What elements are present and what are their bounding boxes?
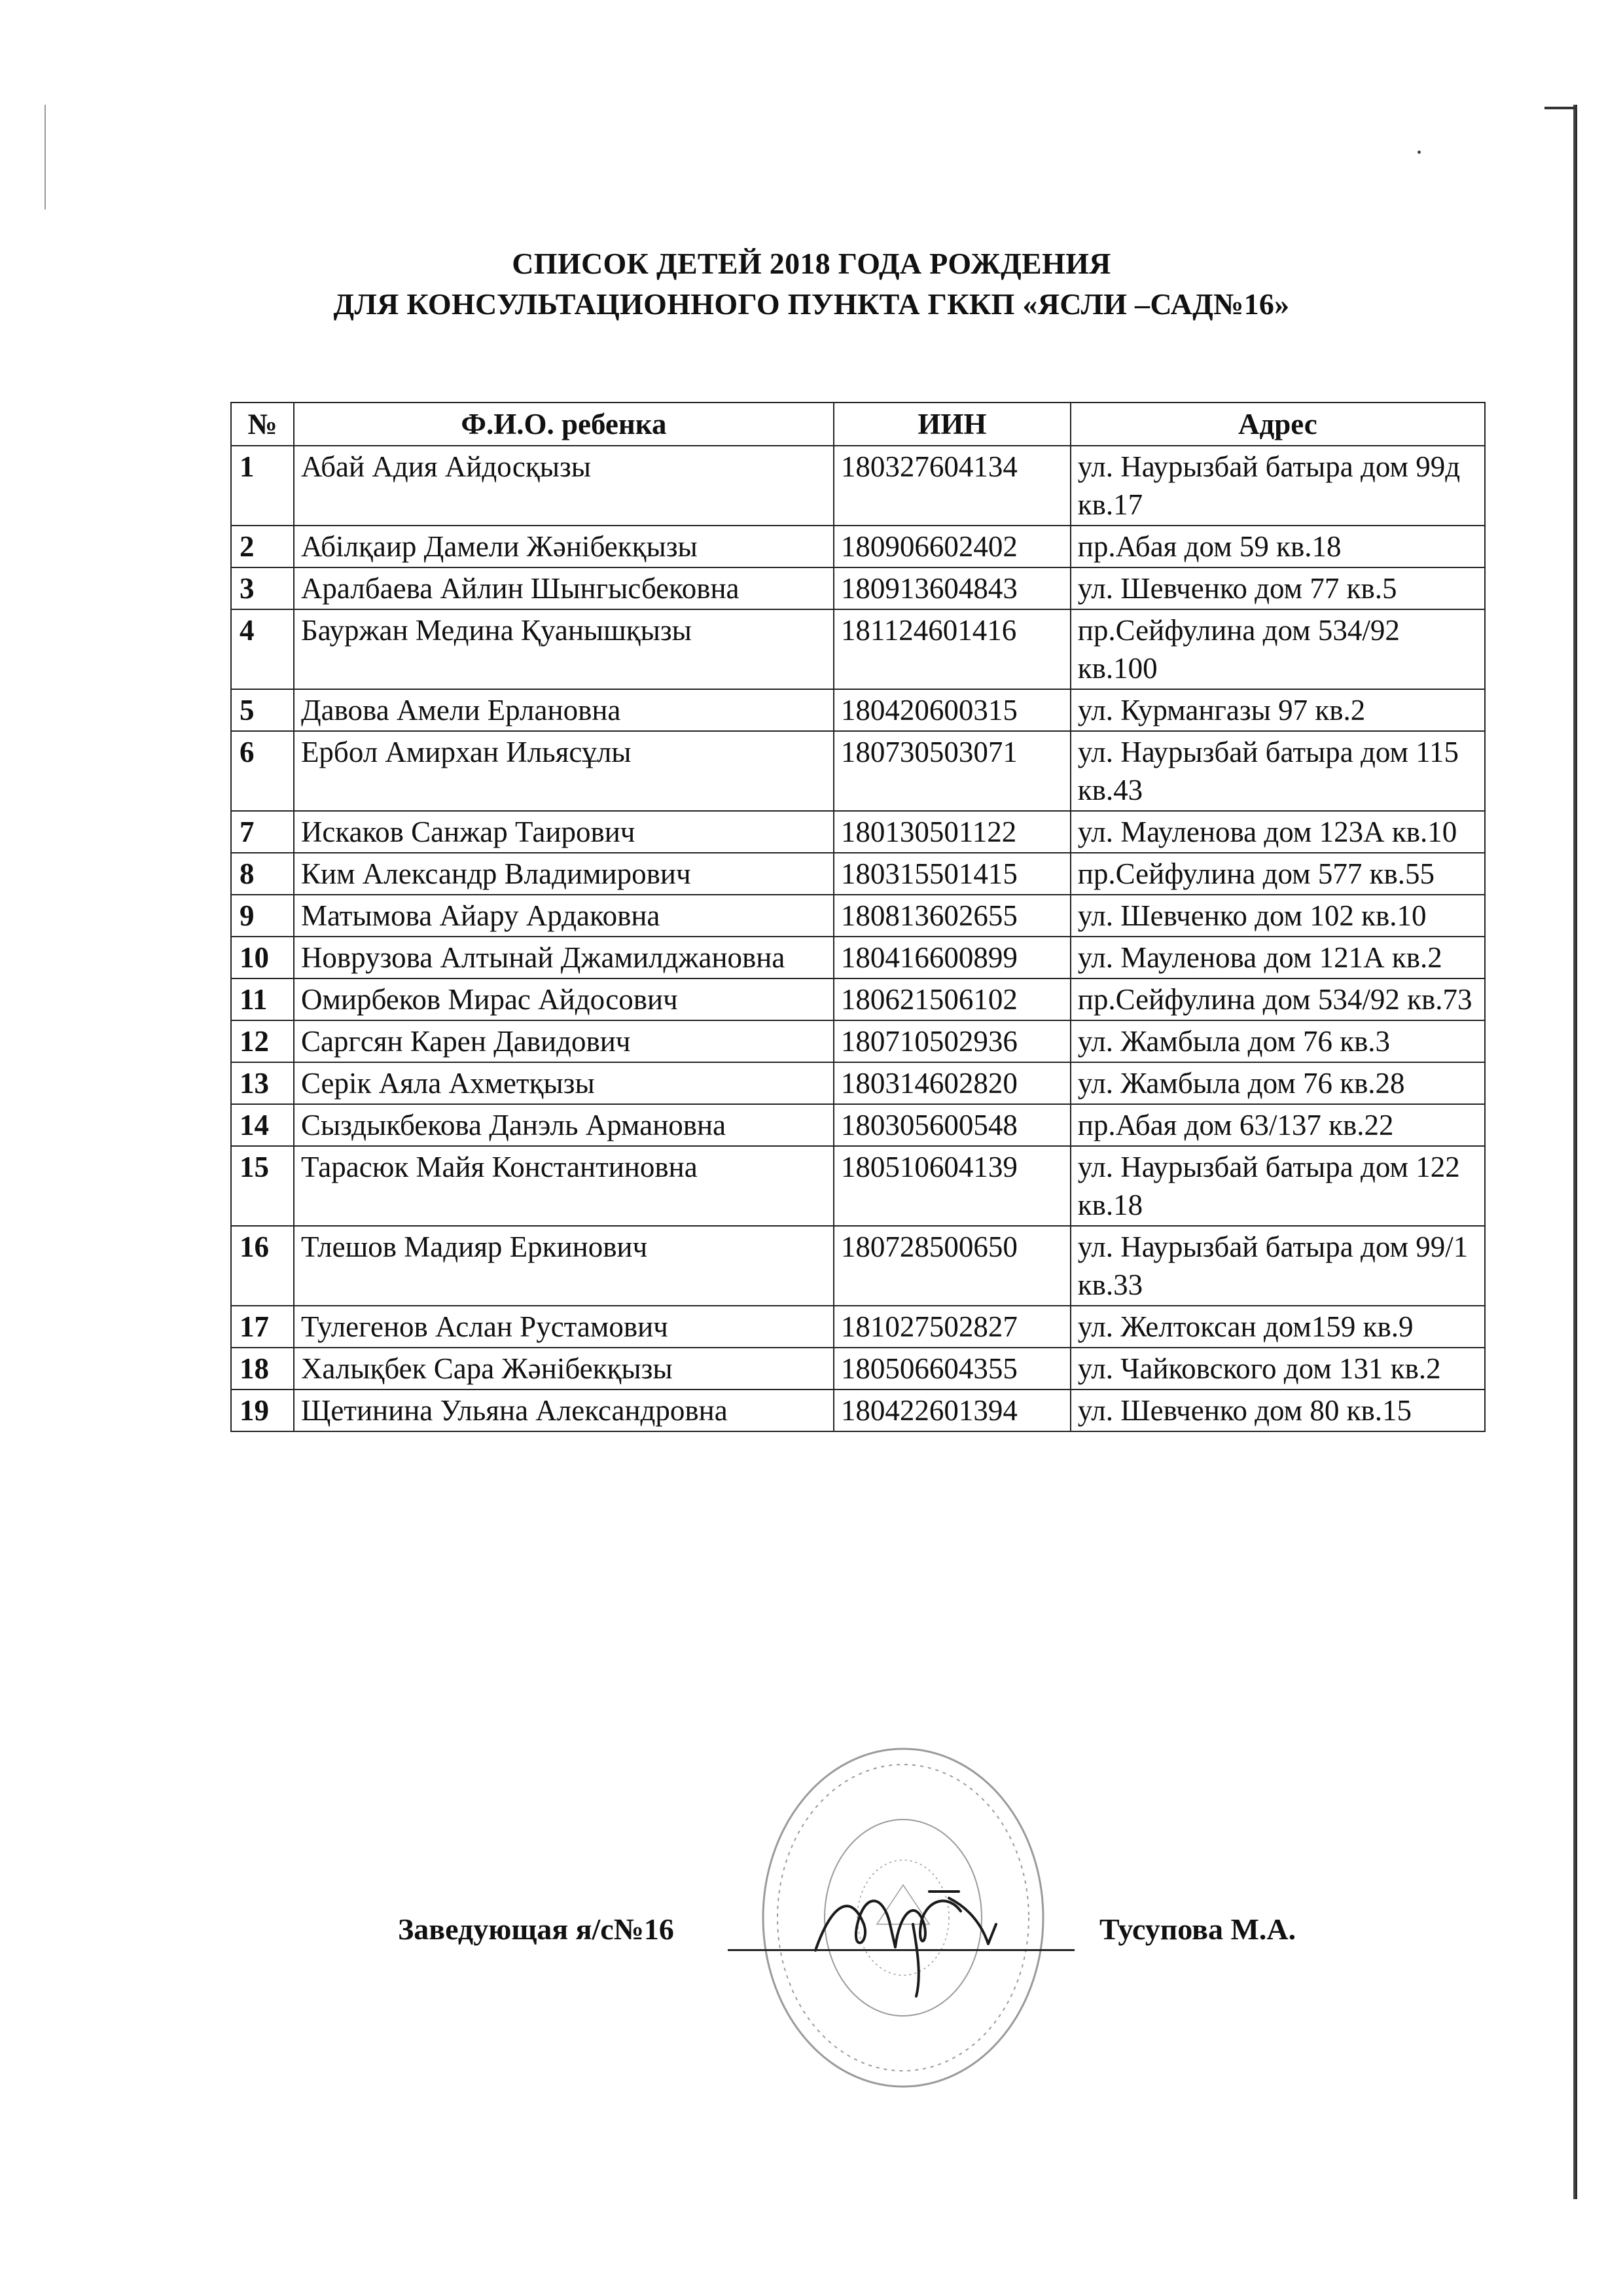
- row-iin: 180420600315: [834, 689, 1071, 731]
- scan-border-left: [45, 105, 46, 209]
- row-iin: 180730503071: [834, 731, 1071, 811]
- table-row: [231, 609, 1485, 689]
- row-num: 15: [231, 1146, 294, 1226]
- row-iin: 180130501122: [834, 811, 1071, 853]
- official-stamp-seal: [753, 1728, 1054, 2094]
- children-table: [230, 402, 1486, 1432]
- table-row: [231, 689, 1485, 731]
- row-num: 1: [231, 446, 294, 526]
- row-address: ул. Жамбыла дом 76 кв.3: [1071, 1020, 1485, 1062]
- row-num: 12: [231, 1020, 294, 1062]
- table-row: [231, 526, 1485, 567]
- header-iin: ИИН: [834, 403, 1071, 446]
- row-num: 14: [231, 1104, 294, 1146]
- row-name: Бауржан Медина Қуанышқызы: [294, 609, 834, 689]
- row-address: пр.Сейфулина дом 577 кв.55: [1071, 853, 1485, 895]
- row-num: 13: [231, 1062, 294, 1104]
- table-row: [231, 446, 1485, 526]
- table-row: [231, 731, 1485, 811]
- row-num: 18: [231, 1348, 294, 1390]
- row-iin: 180728500650: [834, 1226, 1071, 1306]
- table-row: [231, 811, 1485, 853]
- row-name: Тлешов Мадияр Еркинович: [294, 1226, 834, 1306]
- row-name: Искаков Санжар Таирович: [294, 811, 834, 853]
- row-name: Давова Амели Ерлановна: [294, 689, 834, 731]
- row-address: ул. Мауленова дом 121А кв.2: [1071, 937, 1485, 978]
- row-address: ул. Наурызбай батыра дом 99/1 кв.33: [1071, 1226, 1485, 1306]
- row-num: 8: [231, 853, 294, 895]
- row-address: ул. Наурызбай батыра дом 115 кв.43: [1071, 731, 1485, 811]
- row-num: 11: [231, 978, 294, 1020]
- signer-name: Тусупова М.А.: [1099, 1912, 1296, 1946]
- row-num: 17: [231, 1306, 294, 1348]
- row-iin: 180510604139: [834, 1146, 1071, 1226]
- row-address: ул. Шевченко дом 102 кв.10: [1071, 895, 1485, 937]
- row-address: пр.Абая дом 59 кв.18: [1071, 526, 1485, 567]
- row-num: 16: [231, 1226, 294, 1306]
- row-num: 19: [231, 1390, 294, 1431]
- table-row: [231, 1226, 1485, 1306]
- row-address: ул. Мауленова дом 123А кв.10: [1071, 811, 1485, 853]
- row-name: Сыздыкбекова Данэль Армановна: [294, 1104, 834, 1146]
- title-line-2: ДЛЯ КОНСУЛЬТАЦИОННОГО ПУНКТА ГККП «ЯСЛИ –САД№16»: [333, 287, 1290, 321]
- row-name: Омирбеков Мирас Айдосович: [294, 978, 834, 1020]
- row-name: Щетинина Ульяна Александровна: [294, 1390, 834, 1431]
- table-row: [231, 895, 1485, 937]
- header-name: Ф.И.О. ребенка: [294, 403, 834, 446]
- scan-speck: [1418, 151, 1421, 154]
- row-address: ул. Курмангазы 97 кв.2: [1071, 689, 1485, 731]
- row-address: ул. Желтоксан дом159 кв.9: [1071, 1306, 1485, 1348]
- row-name: Саргсян Карен Давидович: [294, 1020, 834, 1062]
- document-title: [0, 243, 1623, 325]
- row-iin: 180314602820: [834, 1062, 1071, 1104]
- header-address: Адрес: [1071, 403, 1485, 446]
- row-iin: 180305600548: [834, 1104, 1071, 1146]
- table-row: [231, 1146, 1485, 1226]
- scan-border-right: [1573, 105, 1577, 2199]
- scan-border-corner: [1544, 107, 1577, 109]
- row-iin: 180422601394: [834, 1390, 1071, 1431]
- row-num: 9: [231, 895, 294, 937]
- row-num: 6: [231, 731, 294, 811]
- row-address: пр.Абая дом 63/137 кв.22: [1071, 1104, 1485, 1146]
- table-row: [231, 937, 1485, 978]
- row-iin: 181027502827: [834, 1306, 1071, 1348]
- row-address: ул. Чайковского дом 131 кв.2: [1071, 1348, 1485, 1390]
- table-row: [231, 1390, 1485, 1431]
- row-num: 4: [231, 609, 294, 689]
- row-name: Ким Александр Владимирович: [294, 853, 834, 895]
- table-row: [231, 1104, 1485, 1146]
- row-num: 2: [231, 526, 294, 567]
- table-row: [231, 853, 1485, 895]
- table-row: [231, 1062, 1485, 1104]
- row-iin: 180906602402: [834, 526, 1071, 567]
- row-num: 5: [231, 689, 294, 731]
- row-iin: 180913604843: [834, 567, 1071, 609]
- row-address: пр.Сейфулина дом 534/92 кв.73: [1071, 978, 1485, 1020]
- row-address: ул. Наурызбай батыра дом 122 кв.18: [1071, 1146, 1485, 1226]
- table-row: [231, 1348, 1485, 1390]
- table-row: [231, 978, 1485, 1020]
- row-name: Ербол Амирхан Ильясұлы: [294, 731, 834, 811]
- row-name: Халықбек Сара Жәнібекқызы: [294, 1348, 834, 1390]
- row-name: Абілқаир Дамели Жәнібекқызы: [294, 526, 834, 567]
- row-address: пр.Сейфулина дом 534/92 кв.100: [1071, 609, 1485, 689]
- table-row: [231, 1020, 1485, 1062]
- row-name: Абай Адия Айдосқызы: [294, 446, 834, 526]
- row-iin: 180710502936: [834, 1020, 1071, 1062]
- row-iin: 180813602655: [834, 895, 1071, 937]
- signature-line: [728, 1949, 1075, 1951]
- row-num: 7: [231, 811, 294, 853]
- row-iin: 180416600899: [834, 937, 1071, 978]
- table-row: [231, 1306, 1485, 1348]
- title-line-1: СПИСОК ДЕТЕЙ 2018 ГОДА РОЖДЕНИЯ: [512, 247, 1111, 280]
- header-num: №: [231, 403, 294, 446]
- row-address: ул. Шевченко дом 77 кв.5: [1071, 567, 1485, 609]
- row-num: 10: [231, 937, 294, 978]
- row-iin: 180506604355: [834, 1348, 1071, 1390]
- row-name: Серік Аяла Ахметқызы: [294, 1062, 834, 1104]
- row-name: Тулегенов Аслан Рустамович: [294, 1306, 834, 1348]
- row-iin: 180315501415: [834, 853, 1071, 895]
- row-name: Новрузова Алтынай Джамилджановна: [294, 937, 834, 978]
- row-address: ул. Наурызбай батыра дом 99д кв.17: [1071, 446, 1485, 526]
- row-iin: 180621506102: [834, 978, 1071, 1020]
- signature-position-label: Заведующая я/с№16: [398, 1912, 674, 1946]
- row-address: ул. Шевченко дом 80 кв.15: [1071, 1390, 1485, 1431]
- row-iin: 180327604134: [834, 446, 1071, 526]
- row-name: Аралбаева Айлин Шынгысбековна: [294, 567, 834, 609]
- row-address: ул. Жамбыла дом 76 кв.28: [1071, 1062, 1485, 1104]
- row-name: Матымова Айару Ардаковна: [294, 895, 834, 937]
- row-iin: 181124601416: [834, 609, 1071, 689]
- table-row: [231, 567, 1485, 609]
- row-num: 3: [231, 567, 294, 609]
- table-header-row: [231, 403, 1485, 446]
- row-name: Тарасюк Майя Константиновна: [294, 1146, 834, 1226]
